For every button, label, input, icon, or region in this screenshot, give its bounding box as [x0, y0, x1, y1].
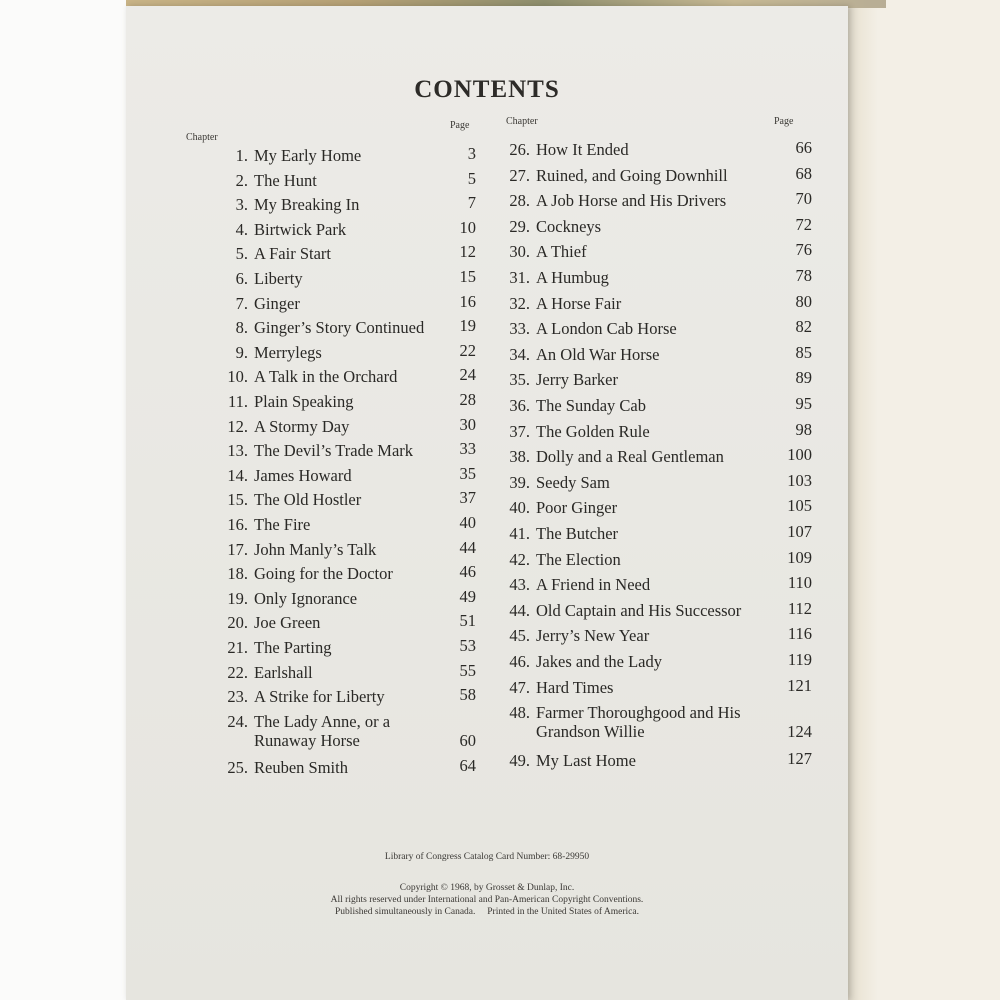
chapter-number: 20. [227, 613, 248, 633]
page-number: 12 [459, 242, 476, 262]
page-number: 10 [459, 217, 476, 237]
chapter-title-line: Merrylegs [254, 342, 322, 362]
chapter-title-line: Hard Times [536, 677, 614, 697]
toc-entry [166, 367, 476, 386]
page-number: 58 [459, 685, 476, 705]
chapter-number: 29. [509, 216, 530, 236]
chapter-number: 35. [509, 370, 530, 390]
chapter-title-line: A London Cab Horse [536, 319, 677, 339]
chapter-number: 18. [227, 564, 248, 584]
page-number: 55 [459, 660, 476, 680]
page-number: 98 [795, 419, 812, 439]
chapter-title [530, 626, 812, 645]
toc-entry [166, 217, 476, 239]
chapter-number: 40. [509, 498, 530, 518]
page-number: 70 [795, 189, 812, 209]
page-number: 44 [459, 537, 476, 557]
page-number: 46 [459, 562, 476, 582]
chapter-title-line: A Talk in the Orchard [254, 367, 398, 387]
toc-entry [500, 242, 812, 261]
chapter-title-line: Birtwick Park [254, 219, 347, 239]
chapter-title-line: Dolly and a Real Gentleman [536, 447, 724, 467]
toc-entry [166, 638, 476, 657]
chapter-title-line: The Devil’s Trade Mark [254, 441, 414, 461]
chapter-title-line: The Old Hostler [254, 490, 362, 510]
toc-entry [500, 291, 812, 313]
page-number: 124 [787, 722, 812, 742]
page-number: 105 [787, 496, 812, 516]
toc-entry [166, 687, 476, 706]
chapter-title-line: A Fair Start [254, 244, 331, 264]
right-chapter-header: Chapter [506, 116, 538, 127]
page-number: 33 [459, 439, 476, 459]
toc-entry [500, 191, 812, 210]
page-number: 121 [787, 675, 812, 695]
chapter-number: 19. [227, 588, 248, 608]
left-page-header: Page [450, 120, 470, 131]
chapter-title-line: A Friend in Need [536, 575, 651, 595]
chapter-title-line: Liberty [254, 269, 303, 288]
toc-entry [500, 447, 812, 466]
chapter-number: 37. [509, 421, 530, 441]
toc-entry [500, 396, 812, 415]
toc-entry [500, 470, 812, 492]
page-number: 30 [459, 414, 476, 434]
page-number: 95 [795, 394, 812, 413]
page-number: 109 [787, 547, 812, 567]
page-number: 100 [787, 445, 812, 465]
page-number: 24 [459, 365, 476, 385]
toc-entry [166, 269, 476, 288]
page-number: 19 [459, 316, 476, 336]
chapter-title-line: Joe Green [254, 613, 321, 633]
rights-line: All rights reserved under International and Pan-American Copyright Conventions. [330, 895, 644, 905]
chapter-number: 27. [509, 165, 530, 185]
chapter-title-line: The Parting [254, 638, 332, 657]
page-number: 28 [459, 390, 476, 409]
chapter-title [530, 547, 812, 569]
chapter-title-line: Jerry Barker [536, 370, 619, 390]
chapter-number: 2. [235, 170, 248, 190]
toc-entry [166, 414, 476, 436]
catalog-number: Library of Congress Catalog Card Number: 68-29950 [384, 852, 590, 862]
chapter-title [530, 447, 812, 466]
page-number: 35 [459, 463, 476, 483]
chapter-title-line: Plain Speaking [254, 392, 354, 411]
chapter-number: 25. [227, 758, 248, 778]
toc-entry [500, 598, 812, 620]
toc-entry [500, 342, 812, 364]
page-number: 37 [459, 488, 476, 508]
page-number: 16 [459, 291, 476, 311]
page-number: 66 [795, 138, 812, 157]
chapter-title-line: How It Ended [536, 140, 629, 159]
chapter-number: 5. [235, 244, 248, 264]
chapter-number: 39. [509, 472, 530, 492]
chapter-title-line: The Hunt [254, 170, 317, 190]
chapter-title [530, 291, 812, 313]
chapter-number: 28. [509, 191, 530, 211]
chapter-title-line: Grandson Willie [536, 722, 645, 742]
chapter-number: 38. [509, 447, 530, 467]
page-number: 119 [787, 650, 812, 669]
chapter-number: 49. [509, 750, 530, 770]
chapter-number: 23. [227, 687, 248, 707]
chapter-number: 11. [227, 392, 248, 411]
toc-entry [166, 392, 476, 411]
page-number: 64 [459, 756, 476, 776]
background-left [0, 0, 126, 1000]
chapter-title-line: Runaway Horse [254, 730, 360, 750]
chapter-title-line: The Lady Anne, or a [254, 711, 391, 731]
page-number: 49 [459, 586, 476, 606]
page-number: 15 [459, 267, 476, 286]
chapter-number: 1. [235, 146, 248, 165]
page-number: 60 [459, 730, 476, 750]
chapter-title-line: A Thief [536, 242, 587, 262]
chapter-number: 42. [509, 549, 530, 569]
chapter-number: 41. [509, 524, 530, 543]
chapter-number: 3. [235, 195, 248, 215]
right-page-header: Page [774, 116, 794, 127]
chapter-title-line: John Manly’s Talk [254, 539, 377, 559]
chapter-number: 14. [227, 465, 248, 485]
chapter-number: 13. [227, 441, 248, 461]
page-number: 5 [467, 168, 476, 188]
chapter-title-line: A Humbug [536, 268, 609, 287]
toc-entry [166, 490, 476, 509]
chapter-title [530, 370, 812, 389]
chapter-number: 9. [235, 342, 248, 362]
toc-entry [500, 575, 812, 594]
toc-entry [500, 547, 812, 569]
toc-entry [166, 758, 476, 777]
chapter-number: 24. [227, 711, 248, 731]
chapter-title-line: My Last Home [536, 750, 636, 770]
page-number: 3 [467, 144, 476, 163]
page-number: 7 [467, 193, 476, 213]
toc-entry [500, 163, 812, 185]
chapter-title-line: Jakes and the Lady [536, 652, 662, 671]
chapter-title [530, 498, 812, 517]
toc-entry [166, 146, 476, 165]
toc-entry [166, 168, 476, 190]
toc-entry [166, 586, 476, 608]
chapter-number: 6. [235, 269, 248, 288]
toc-entry [166, 463, 476, 485]
toc-entry [500, 524, 812, 543]
page-number: 22 [459, 340, 476, 360]
chapter-number: 10. [227, 367, 248, 387]
chapter-title-line: Seedy Sam [536, 472, 610, 492]
toc-entry [166, 712, 476, 750]
page-number: 53 [459, 636, 476, 655]
toc-entry [500, 748, 812, 770]
toc-entry [166, 515, 476, 534]
chapter-title-line: Ruined, and Going Downhill [536, 165, 728, 185]
chapter-number: 46. [509, 652, 530, 671]
chapter-title-line: Ginger’s Story Continued [254, 318, 425, 338]
chapter-number: 7. [235, 293, 248, 313]
chapter-title [530, 268, 812, 287]
chapter-title-line: Ginger [254, 293, 300, 313]
chapter-title-line: The Sunday Cab [536, 396, 646, 415]
published-line: Published simultaneously in Canada. Printed in the United States of America. [335, 907, 639, 917]
toc-entry [166, 537, 476, 559]
toc-entry [500, 419, 812, 441]
toc-entry [500, 214, 812, 236]
chapter-title [530, 703, 812, 741]
chapter-title-line: A Horse Fair [536, 293, 622, 313]
toc-entry [500, 652, 812, 671]
chapter-title [530, 342, 812, 364]
chapter-title [530, 319, 812, 338]
chapter-number: 16. [227, 515, 248, 534]
chapter-title-line: The Butcher [536, 524, 619, 543]
page-number: 80 [795, 291, 812, 311]
chapter-title-line: My Breaking In [254, 195, 360, 215]
chapter-number: 44. [509, 600, 530, 620]
chapter-number: 43. [509, 575, 530, 595]
page-number: 110 [787, 573, 812, 593]
chapter-number: 22. [227, 662, 248, 682]
chapter-title-line: Earlshall [254, 662, 313, 682]
chapter-title [530, 524, 812, 543]
chapter-number: 8. [235, 318, 248, 338]
chapter-number: 34. [509, 344, 530, 364]
page-number: 103 [787, 470, 812, 490]
copyright-line: Copyright © 1968, by Grosset & Dunlap, Inc. [399, 883, 575, 893]
chapter-number: 26. [509, 140, 530, 159]
page-number: 112 [787, 598, 812, 618]
chapter-number: 31. [509, 268, 530, 287]
chapter-title-line: The Golden Rule [536, 421, 650, 441]
toc-entry [166, 291, 476, 313]
chapter-title-line: Jerry’s New Year [536, 626, 650, 646]
toc-entry [166, 340, 476, 362]
toc-entry [500, 626, 812, 645]
chapter-title [530, 242, 812, 261]
chapter-number: 33. [509, 319, 530, 339]
toc-entry [166, 244, 476, 263]
toc-entry [500, 370, 812, 389]
chapter-number: 21. [227, 638, 248, 657]
page-number: 82 [795, 317, 812, 337]
chapter-title-line: Farmer Thoroughgood and His [536, 703, 741, 723]
page-number: 40 [459, 513, 476, 532]
toc-entry [166, 660, 476, 682]
toc-entry [166, 195, 476, 214]
toc-entry [500, 675, 812, 697]
toc-entry [500, 498, 812, 517]
chapter-number: 30. [509, 242, 530, 262]
chapter-title-line: Cockneys [536, 216, 602, 236]
chapter-title-line: The Fire [254, 515, 311, 534]
page-number: 72 [795, 214, 812, 234]
page-number: 68 [795, 163, 812, 183]
chapter-number: 47. [509, 677, 530, 697]
chapter-number: 32. [509, 293, 530, 313]
chapter-title [530, 748, 812, 770]
page-number: 107 [787, 522, 812, 541]
page-number: 85 [795, 342, 812, 362]
chapter-number: 48. [509, 703, 530, 723]
chapter-title-line: Going for the Doctor [254, 564, 393, 584]
toc-entry [166, 318, 476, 337]
chapter-title-line: Old Captain and His Successor [536, 600, 742, 620]
chapter-number: 15. [227, 490, 248, 510]
chapter-number: 17. [227, 539, 248, 559]
chapter-title-line: The Election [536, 549, 621, 569]
chapter-title [530, 652, 812, 671]
toc-entry [500, 140, 812, 159]
chapter-title [530, 419, 812, 441]
chapter-title [530, 470, 812, 492]
chapter-title-line: Only Ignorance [254, 588, 358, 608]
toc-entry [500, 319, 812, 338]
contents-page [126, 6, 848, 1000]
chapter-number: 45. [509, 626, 530, 646]
toc-entry [166, 613, 476, 632]
chapter-title-line: Poor Ginger [536, 498, 618, 518]
chapter-title [530, 396, 812, 415]
chapter-title-line: An Old War Horse [536, 344, 660, 364]
left-chapter-header: Chapter [186, 132, 218, 143]
page-number: 89 [795, 368, 812, 388]
chapter-title-line: A Strike for Liberty [254, 687, 385, 707]
page-number: 78 [795, 266, 812, 285]
chapter-title [530, 575, 812, 594]
chapter-title [530, 140, 812, 159]
chapter-title [530, 191, 812, 210]
chapter-title-line: James Howard [254, 465, 352, 485]
chapter-title [530, 598, 812, 620]
book-spine-edge [848, 0, 878, 1000]
toc-entry [166, 441, 476, 460]
toc-entry [166, 564, 476, 583]
chapter-title [530, 163, 812, 185]
chapter-number: 12. [227, 416, 248, 436]
chapter-title-line: A Stormy Day [254, 416, 350, 436]
page-number: 127 [787, 748, 812, 768]
toc-entry [500, 268, 812, 287]
chapter-title-line: My Early Home [254, 146, 362, 165]
chapter-title [530, 214, 812, 236]
page-number: 116 [787, 624, 812, 644]
page-number: 51 [459, 611, 476, 631]
chapter-title-line: A Job Horse and His Drivers [536, 191, 727, 211]
page-number: 76 [795, 240, 812, 260]
chapter-number: 4. [235, 219, 248, 239]
chapter-title-line: Reuben Smith [254, 758, 348, 778]
toc-entry [500, 703, 812, 741]
chapter-title [530, 675, 812, 697]
chapter-number: 36. [509, 396, 530, 415]
page-title: CONTENTS [414, 76, 560, 103]
